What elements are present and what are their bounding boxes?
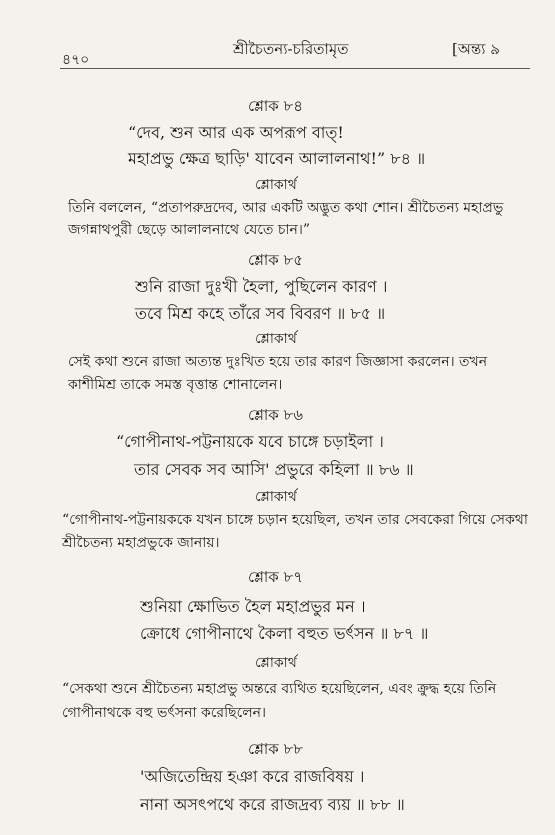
sloka-heading: শ্লোক ৮৬ [248, 406, 303, 424]
verse-line: 'অজিতেন্দ্রিয় হঞা করে রাজবিষয় । [140, 767, 365, 786]
translation-line: গোপীনাথকে বহু ভর্ৎসনা করেছিলেন। [62, 705, 267, 721]
header-rule [60, 68, 530, 69]
verse-line: শুনি রাজা দুঃখী হৈলা, পুছিলেন কারণ । [135, 277, 388, 296]
translation-heading: শ্লোকার্থ [255, 177, 297, 193]
sloka-heading: শ্লোক ৮৭ [248, 568, 303, 586]
chapter-label: [অন্ত্য ৯ [452, 40, 501, 58]
translation-line: শ্রীচৈতন্য মহাপ্রভুকে জানায়। [62, 535, 220, 551]
verse-line: “দেব, শুন আর এক অপরূপ বাত্! [128, 123, 344, 142]
page-number: ৪৭০ [62, 52, 90, 68]
translation-line: কাশীমিশ্র তাকে সমস্ত বৃত্তান্ত শোনালেন। [68, 377, 283, 393]
verse-line: “গোপীনাথ-পট্টনায়কে যবে চাঙ্গে চড়াইলা । [116, 432, 384, 451]
verse-line: ক্রোধে গোপীনাথে কৈলা বহুত ভর্ৎসন ॥ ৮৭ ॥ [140, 624, 429, 643]
sloka-heading: শ্লোক ৮৫ [248, 251, 303, 269]
sloka-heading: শ্লোক ৮৪ [248, 97, 303, 115]
translation-heading: শ্লোকার্থ [255, 655, 297, 671]
translation-line: জগন্নাথপুরী ছেড়ে আলালনাথে যেতে চান।” [68, 222, 310, 238]
verse-line: তবে মিশ্র কহে তাঁরে সব বিবরণ ॥ ৮৫ ॥ [135, 304, 386, 323]
verse-line: মহাপ্রভু ক্ষেত্র ছাড়ি' যাবেন আলালনাথ!” ৮৪ ॥ [128, 149, 426, 168]
translation-line: “সেকথা শুনে শ্রীচৈতন্য মহাপ্রভু অন্তরে ব্যথিত হয়েছিলেন, এবং ক্রুদ্ধ হয়ে তিনি [62, 681, 497, 697]
verse-line: শুনিয়া ক্ষোভিত হৈল মহাপ্রভুর মন । [140, 597, 366, 616]
verse-line: নানা অসৎপথে করে রাজদ্রব্য ব্যয় ॥ ৮৮ ॥ [140, 795, 405, 814]
running-title: শ্রীচৈতন্য-চরিতামৃত [233, 40, 349, 58]
verse-line: তার সেবক সব আসি' প্রভুরে কহিলা ॥ ৮৬ ॥ [134, 460, 414, 479]
translation-line: তিনি বললেন, “প্রতাপরুদ্রদেব, আর একটি অদ্ভুত কথা শোন। শ্রীচৈতন্য মহাপ্রভু [68, 200, 504, 216]
sloka-heading: শ্লোক ৮৮ [248, 740, 303, 758]
translation-line: “গোপীনাথ-পট্টনায়ককে যখন চাঙ্গে চড়ান হয়েছিল, তখন তার সেবকেরা গিয়ে সেকথা [62, 512, 528, 528]
translation-heading: শ্লোকার্থ [255, 489, 297, 505]
translation-line: সেই কথা শুনে রাজা অত্যন্ত দুঃখিত হয়ে তার কারণ জিজ্ঞাসা করলেন। তখন [68, 354, 488, 370]
translation-heading: শ্লোকার্থ [255, 331, 297, 347]
